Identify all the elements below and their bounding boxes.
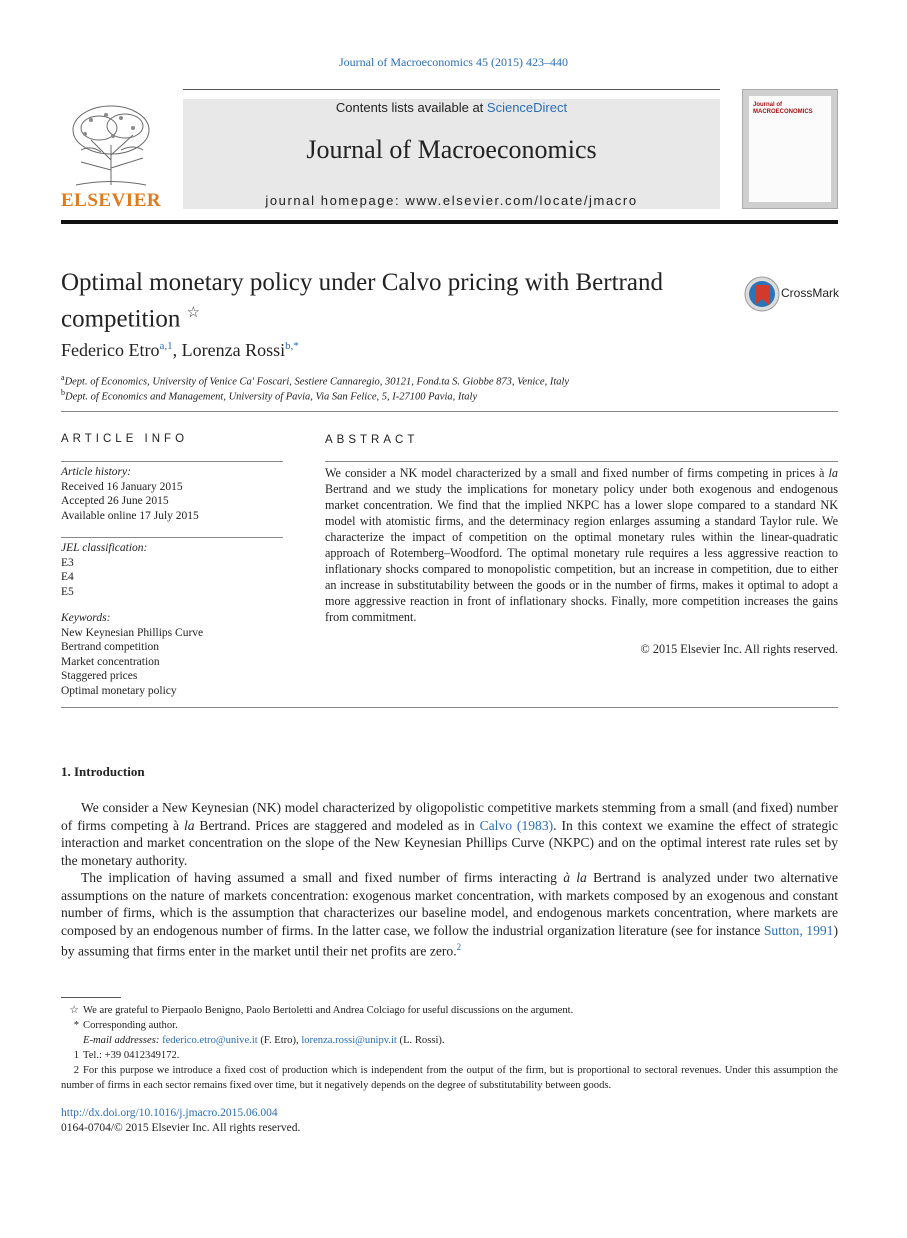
author-name[interactable]: Federico Etro <box>61 340 160 360</box>
footnote-corresponding <box>61 1018 838 1033</box>
jel-code: E5 <box>61 585 74 598</box>
jel-code: E4 <box>61 571 74 583</box>
contents-prefix: Contents lists available at <box>335 100 487 115</box>
body-text: Bertrand is analyzed under two alternative assumptions on the nature of markets concentration: exogenous market concentration, with markets composed by an exogenous and constant number of firms, which is the assumption that characterizes our baseline model, and endogenous markets concentration, where markets are composed by an endogenous number of firms. In the latter case, we follow the industrial organization literature (see for instance <box>61 870 838 938</box>
affiliation-text: Dept. of Economics and Management, University of Pavia, Via San Felice, 5, I-27100 Pavia, Italy <box>65 391 478 403</box>
abstract-text <box>325 465 838 625</box>
affiliation-b <box>61 388 477 403</box>
footnote-2 <box>61 1063 838 1093</box>
introduction-paragraph-2 <box>61 869 838 960</box>
keyword: New Keynesian Phillips Curve <box>61 626 204 639</box>
reference-link-calvo[interactable]: Calvo (1983) <box>479 817 554 833</box>
keyword: Optimal monetary policy <box>61 684 177 697</box>
article-info-heading: ARTICLE INFO <box>61 433 189 445</box>
history-received: Received 16 January 2015 <box>61 480 183 493</box>
author-affiliation-mark[interactable]: b,* <box>285 340 299 352</box>
affiliation-mark: b <box>61 388 65 397</box>
keywords-label: Keywords: <box>61 612 111 624</box>
abstract-heading: ABSTRACT <box>325 434 419 446</box>
jel-rule <box>61 537 283 538</box>
introduction-paragraph-1 <box>61 799 838 869</box>
footnote-text: We are grateful to Pierpaolo Benigno, Paolo Bertoletti and Andrea Colciago for useful discussions on the argument. <box>83 1005 574 1016</box>
footnote-text: For this purpose we introduce a fixed cost of production which is independent from the output of the firm, but is proportional to sectoral revenues. Under this assumption the number of firms in each sector remains fixed over time, but it negatively depends on the degree of substitutability between goods. <box>61 1065 838 1091</box>
affiliation-divider <box>61 411 838 412</box>
email-owner: (L. Rossi). <box>396 1035 445 1046</box>
abstract-rule <box>325 461 838 462</box>
doi-link[interactable]: http://dx.doi.org/10.1016/j.jmacro.2015.06.004 <box>61 1107 278 1119</box>
body-text: We consider a New Keynesian (NK) model characterized by oligopolistic competitive markets stemming from a small (and fixed) number of firms competing à <box>61 800 838 833</box>
footnote-1 <box>61 1048 838 1063</box>
article-history <box>61 465 199 523</box>
author-name[interactable]: Lorenza Rossi <box>181 340 286 360</box>
jel-classification <box>61 541 147 599</box>
front-matter-divider <box>61 707 838 708</box>
footnote-mark: 2 <box>73 1065 79 1076</box>
cover-title-line1: Journal of <box>753 102 783 108</box>
journal-cover-thumbnail[interactable] <box>742 89 838 209</box>
reference-link-sutton[interactable]: Sutton, 1991 <box>763 922 834 938</box>
footnote-rule <box>61 997 121 998</box>
email-link-etro[interactable]: federico.etro@unive.it <box>162 1035 258 1046</box>
body-text: The implication of having assumed a small and fixed number of firms interacting <box>81 870 564 885</box>
cover-title-line2: MACROECONOMICS <box>753 109 813 115</box>
footnote-mark: * <box>73 1020 79 1031</box>
article-title <box>61 268 731 334</box>
footnote-emails <box>61 1033 838 1048</box>
header-top-rule <box>183 89 720 90</box>
author-list: Federico Etro$^{a,1}$, Lorenza Rossi$^{b,*}$ <box>61 340 299 360</box>
affiliation-a <box>61 373 569 388</box>
footnote-text: Tel.: +39 0412349172. <box>83 1050 180 1061</box>
body-text-italic: à la <box>563 870 587 885</box>
crossmark-label[interactable]: CrossMark <box>781 286 840 300</box>
history-online: Available online 17 July 2015 <box>61 509 199 522</box>
body-text-italic: la <box>183 817 195 833</box>
keywords <box>61 611 203 698</box>
sciencedirect-link[interactable]: ScienceDirect <box>486 100 568 115</box>
abstract-text-part: Bertrand and we study the implications for monetary policy under both exogenous and endogenous market concentration. We find that the implied NKPC has a lower slope compared to a standard NK model with atomistic firms, and the determinacy region enlarges assuming a standard Taylor rule. We characterize the impact of competition on the optimal monetary rules within the linear-quadratic approach of Rotemberg–Woodford. The optimal monetary rule requires a less aggressive reaction to inflationary shocks compared to monopolistic competition, but an increase in competition, due to either an increase in substitutability between the goods or in the number of firms, makes it optimal to adopt a more aggressive reaction in front of inflationary shocks. Finally, more competition increases the gains from commitment. <box>325 482 838 624</box>
footnote-ref-2[interactable]: 2 <box>456 942 462 952</box>
email-owner: (F. Etro), <box>257 1035 302 1046</box>
body-text: Bertrand. Prices are staggered and modeled as in <box>194 817 480 833</box>
affiliation-text: Dept. of Economics, University of Venice Ca' Foscari, Sestiere Cannaregio, 30121, Fond.ta S. Giobbe 873, Venice, Italy <box>64 376 570 388</box>
body-text: . In this context we examine the effect of strategic interaction and market concentration on the slope of the New Keynesian Phillips Curve (NKPC) and on the optimal interest rate rules set by the monetary authority. <box>61 817 838 868</box>
keyword: Staggered prices <box>61 670 138 682</box>
abstract-text-part: We consider a NK model characterized by a small and fixed number of firms competing in prices à <box>325 466 829 480</box>
footnote-mark: ☆ <box>69 1005 79 1016</box>
footnote-text: Corresponding author. <box>83 1020 178 1031</box>
keyword: Bertrand competition <box>61 641 160 653</box>
article-title-text: Optimal monetary policy under Calvo pricing with Bertrand competition <box>61 269 663 333</box>
elsevier-wordmark: ELSEVIER <box>61 190 162 211</box>
article-info-rule <box>61 461 283 462</box>
journal-homepage[interactable]: journal homepage: www.elsevier.com/locate/jmacro <box>265 193 638 208</box>
journal-name: Journal of Macroeconomics <box>306 135 597 164</box>
body-text: ) by assuming that firms enter in the market until their net profits are zero. <box>61 922 838 959</box>
abstract-copyright: © 2015 Elsevier Inc. All rights reserved. <box>640 642 838 656</box>
jel-code: E3 <box>61 556 74 569</box>
abstract-text-italic: la <box>828 466 838 480</box>
title-footnote-mark[interactable]: ☆ <box>186 305 201 321</box>
footnote-acknowledgement <box>61 1003 838 1018</box>
email-link-rossi[interactable]: lorenza.rossi@unipv.it <box>301 1035 397 1046</box>
affiliation-mark: a <box>61 373 65 382</box>
email-label: E-mail addresses: <box>83 1035 160 1046</box>
history-accepted: Accepted 26 June 2015 <box>61 495 169 507</box>
footnote-mark: 1 <box>73 1050 79 1061</box>
jel-label: JEL classification: <box>61 542 148 554</box>
section-heading-introduction: 1. Introduction <box>61 764 145 779</box>
contents-line <box>183 100 720 115</box>
cover-title <box>753 102 831 116</box>
history-label: Article history: <box>61 466 131 478</box>
header-thick-rule <box>61 220 838 224</box>
author-affiliation-mark[interactable]: a,1 <box>159 340 173 352</box>
keyword: Market concentration <box>61 655 160 668</box>
journal-citation[interactable]: Journal of Macroeconomics 45 (2015) 423–440 <box>339 55 568 69</box>
issn-copyright: 0164-0704/© 2015 Elsevier Inc. All rights reserved. <box>61 1122 301 1134</box>
